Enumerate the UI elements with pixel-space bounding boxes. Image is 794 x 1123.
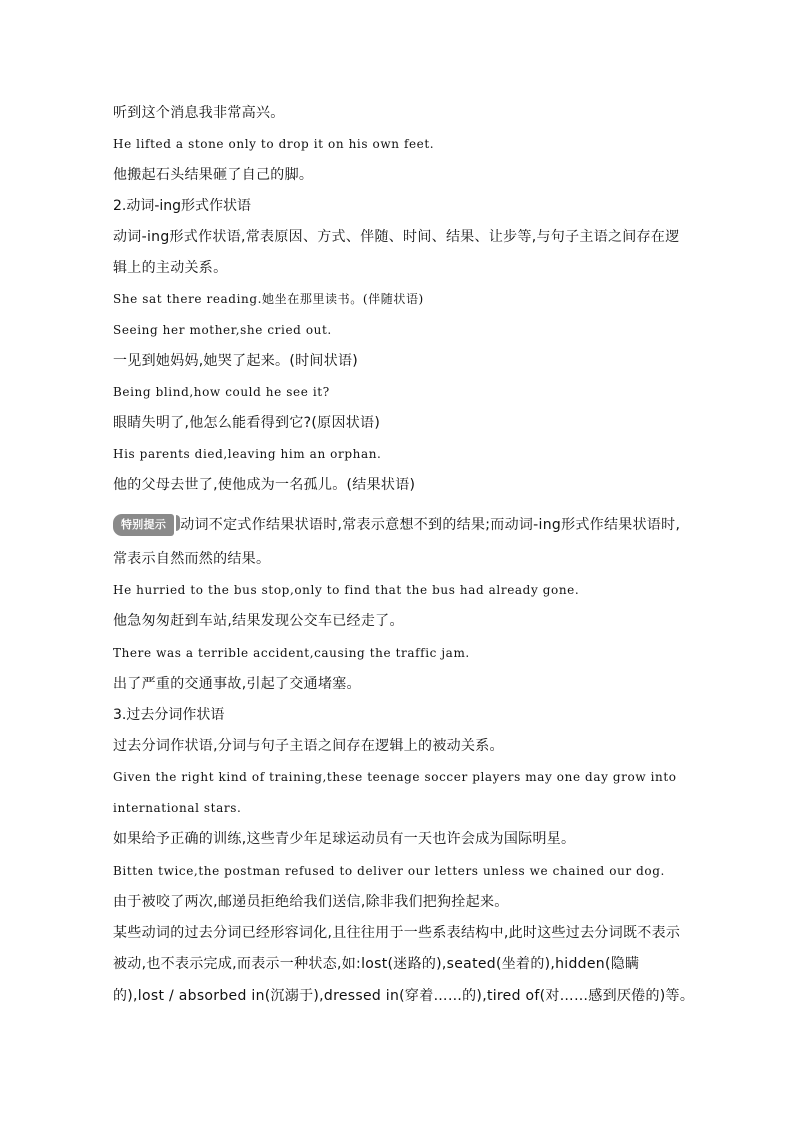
- body-paragraph-line: 动词-ing形式作状语,常表原因、方式、伴随、时间、结果、让步等,与句子主语之间存在逻: [113, 229, 680, 245]
- body-paragraph-line: 某些动词的过去分词已经形容词化,且往往用于一些系表结构中,此时这些过去分词既不表示: [113, 925, 681, 941]
- special-tip-text: 动词不定式作结果状语时,常表示意想不到的结果;而动词-ing形式作结果状语时,: [180, 517, 681, 533]
- chinese-translation: 一见到她妈妈,她哭了起来。(时间状语): [113, 353, 359, 369]
- english-example: He hurried to the bus stop,only to find that the bus had already gone.: [113, 583, 580, 597]
- body-paragraph-line: 常表示自然而然的结果。: [113, 551, 271, 567]
- english-example: international stars.: [113, 801, 242, 815]
- section-heading-past-participle: 3.过去分词作状语: [113, 707, 225, 723]
- chinese-translation: 如果给予正确的训练,这些青少年足球运动员有一天也许会成为国际明星。: [113, 831, 576, 847]
- body-paragraph-line: 辑上的主动关系。: [113, 260, 228, 276]
- special-tip-badge: 特别提示: [113, 514, 174, 536]
- english-example: She sat there reading.她坐在那里读书。(伴随状语): [113, 292, 424, 306]
- english-example: Bitten twice,the postman refused to deliver our letters unless we chained our dog.: [113, 864, 665, 878]
- chinese-translation: 由于被咬了两次,邮递员拒绝给我们送信,除非我们把狗拴起来。: [113, 894, 509, 910]
- chinese-translation: 他的父母去世了,使他成为一名孤儿。(结果状语): [113, 477, 416, 493]
- body-paragraph-line: 的),lost / absorbed in(沉溺于),dressed in(穿着……的),tired of(对……感到厌倦的)等。: [113, 988, 695, 1004]
- english-example: Given the right kind of training,these teenage soccer players may one day grow into: [113, 770, 677, 784]
- english-example: There was a terrible accident,causing the traffic jam.: [113, 646, 470, 660]
- chinese-translation: 他急匆匆赶到车站,结果发现公交车已经走了。: [113, 613, 404, 629]
- english-example: He lifted a stone only to drop it on his own feet.: [113, 137, 435, 151]
- english-example: Being blind,how could he see it?: [113, 385, 330, 399]
- body-paragraph-line: 被动,也不表示完成,而表示一种状态,如:lost(迷路的),seated(坐着的),hidden(隐瞒: [113, 956, 640, 972]
- special-tip-line: [113, 514, 684, 536]
- chinese-sentence: 听到这个消息我非常高兴。: [113, 105, 285, 121]
- chinese-translation: 出了严重的交通事故,引起了交通堵塞。: [113, 676, 361, 692]
- chinese-translation: 他搬起石头结果砸了自己的脚。: [113, 167, 314, 183]
- chinese-translation: 眼睛失明了,他怎么能看得到它?(原因状语): [113, 415, 381, 431]
- english-example: His parents died,leaving him an orphan.: [113, 447, 382, 461]
- english-example: Seeing her mother,she cried out.: [113, 323, 332, 337]
- body-paragraph-line: 过去分词作状语,分词与句子主语之间存在逻辑上的被动关系。: [113, 738, 504, 754]
- section-heading-ing-adverbial: 2.动词-ing形式作状语: [113, 198, 252, 214]
